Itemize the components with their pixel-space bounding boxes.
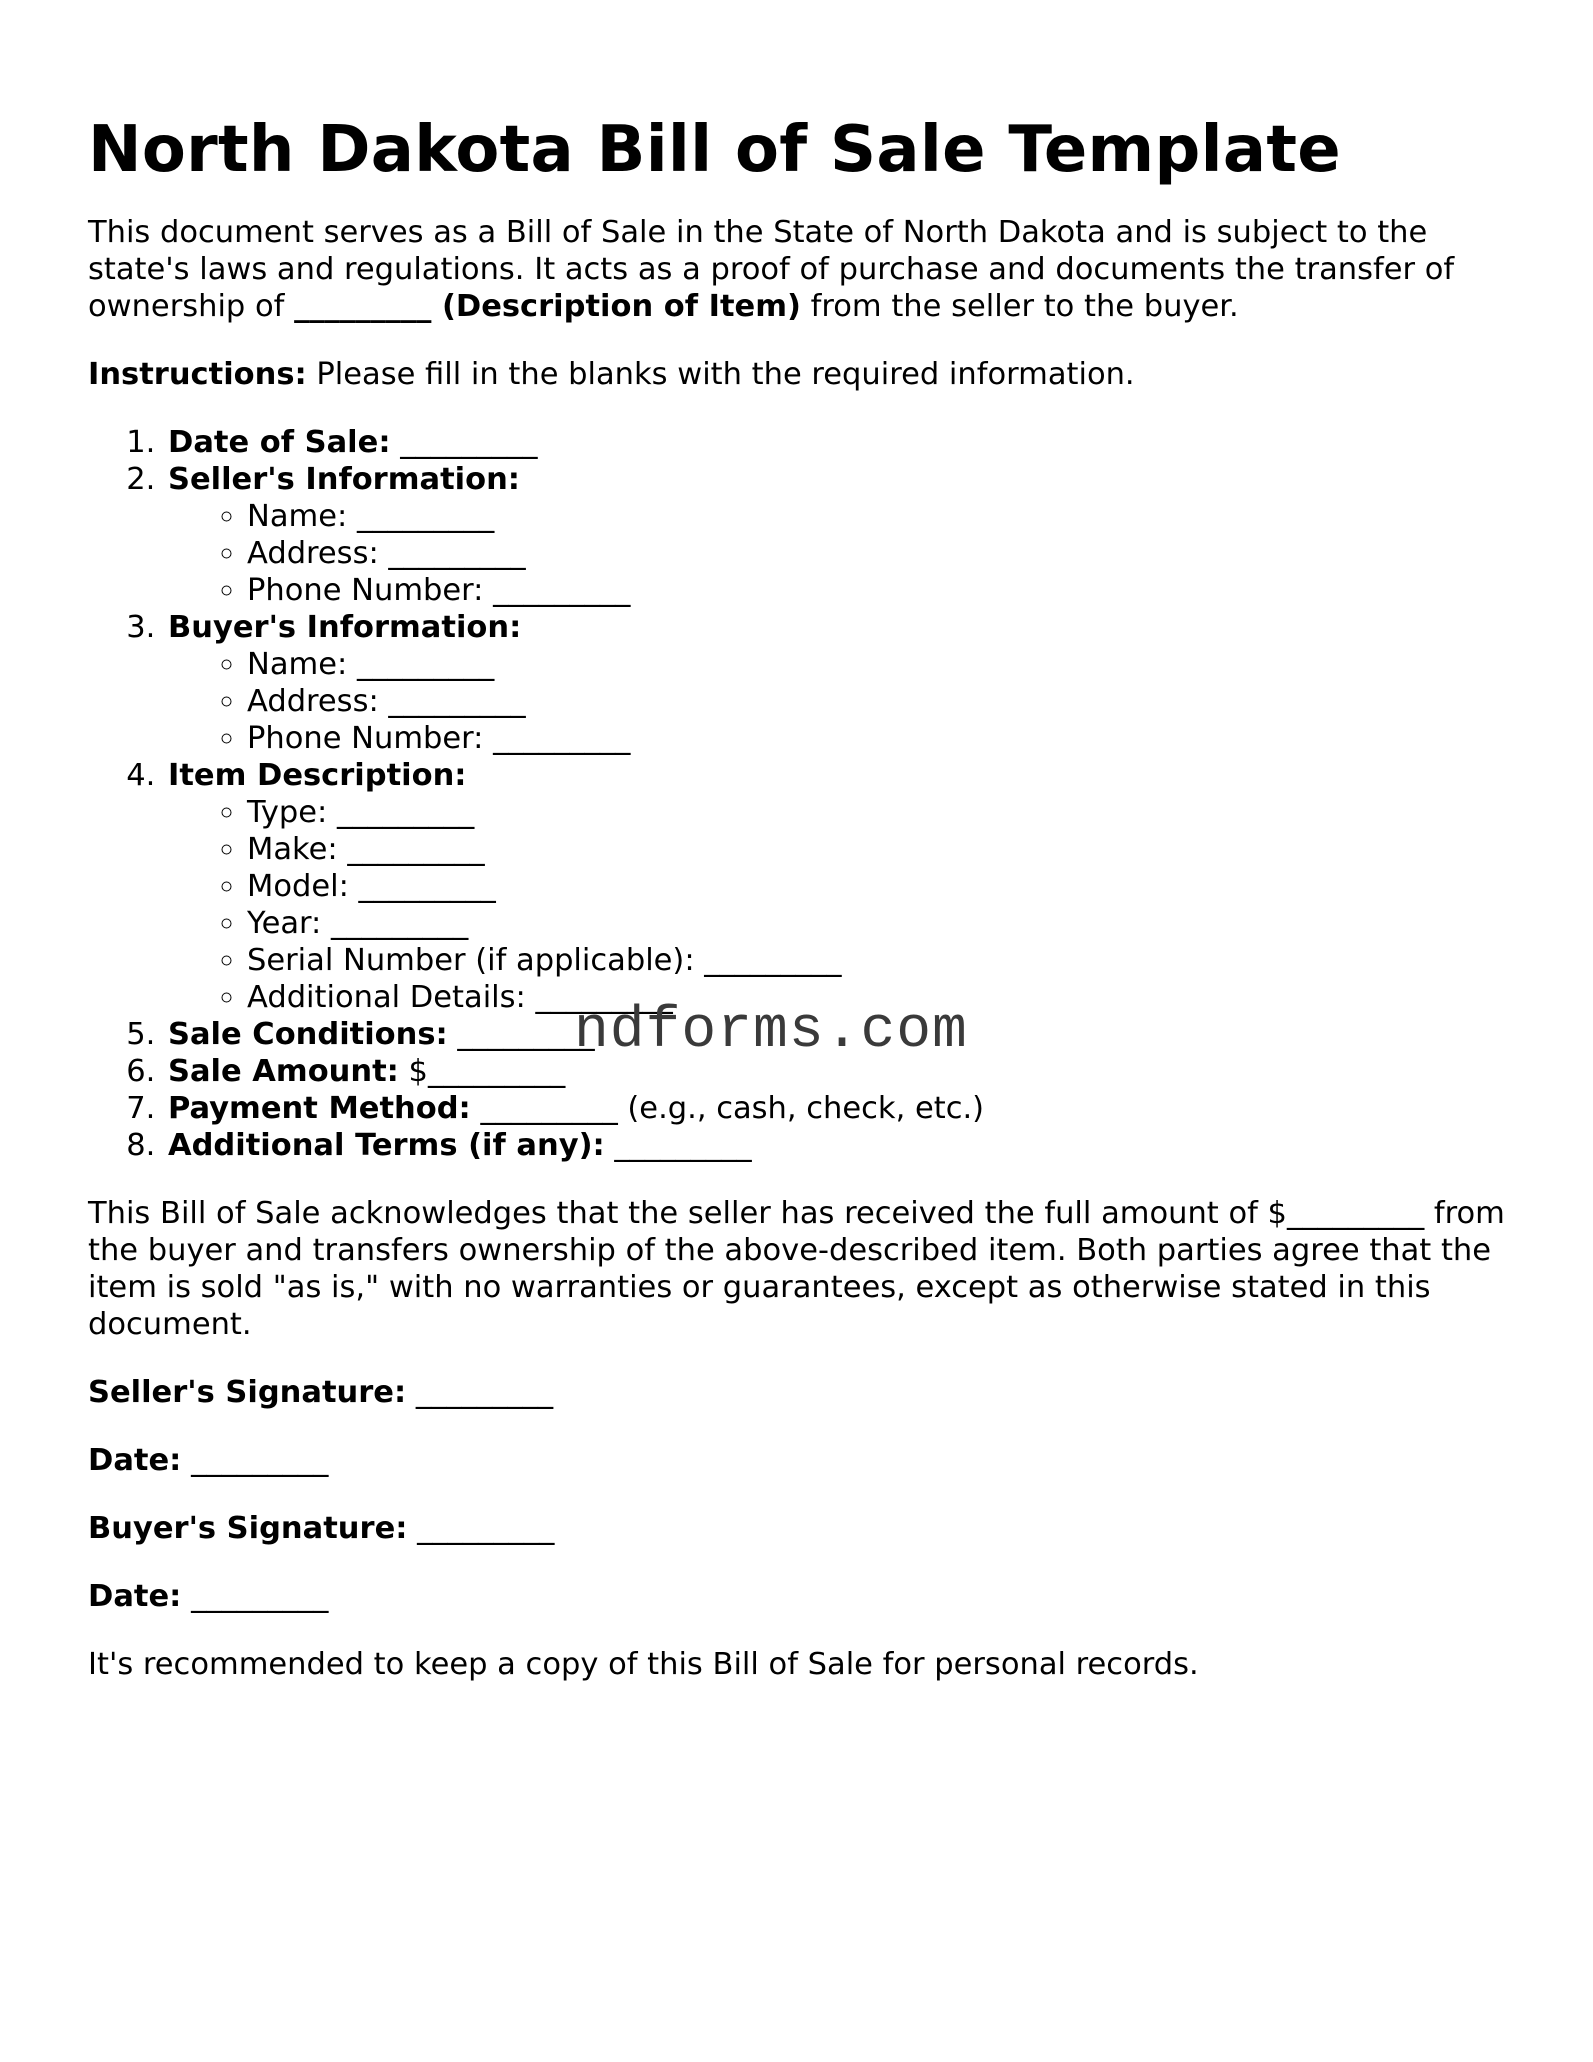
seller-date-line bbox=[88, 1442, 1508, 1479]
item-make: ◦ Make: _________ bbox=[247, 831, 1508, 868]
seller-address: ◦ Address: _________ bbox=[247, 535, 1508, 572]
acknowledgement-paragraph: This Bill of Sale acknowledges that the seller has received the full amount of $_________ from the buyer and transfers ownership of the above-described item. Both parties agree that the item is sold "as is," with no warranties or guarantees, except as otherwise stated in this document. bbox=[88, 1196, 1505, 1342]
list-item-buyer-info bbox=[165, 609, 1508, 757]
list-item-sale-conditions bbox=[165, 1016, 1508, 1053]
item-type: ◦ Type: _________ bbox=[247, 794, 1508, 831]
intro-text: This document serves as a Bill of Sale in the State of North Dakota and is subject to the state's laws and regulations. It acts as a proof of purchase and documents the transfer of ownership of bbox=[88, 215, 1455, 324]
seller-date-label: Date: bbox=[88, 1443, 182, 1478]
seller-info-label: Seller's Information: bbox=[168, 462, 520, 497]
additional-terms-label: Additional Terms (if any): bbox=[168, 1128, 605, 1163]
payment-method-label: Payment Method: bbox=[168, 1091, 471, 1126]
buyer-date-line bbox=[88, 1578, 1508, 1615]
sale-amount-blank: $_________ bbox=[398, 1054, 566, 1089]
item-description-heading: Item Description: bbox=[168, 758, 467, 793]
list-item-seller-info bbox=[165, 461, 1508, 609]
page-title: North Dakota Bill of Sale Template bbox=[88, 113, 1341, 187]
item-description-blank: _________ bbox=[294, 289, 432, 324]
additional-terms-blank: _________ bbox=[604, 1128, 752, 1163]
sale-conditions-label: Sale Conditions: bbox=[168, 1017, 448, 1052]
date-of-sale-blank: _________ bbox=[390, 425, 538, 460]
seller-name: ◦ Name: _________ bbox=[247, 498, 1508, 535]
intro-text-end: from the seller to the buyer. bbox=[800, 289, 1239, 324]
buyer-signature-blank: _________ bbox=[407, 1511, 555, 1546]
buyer-date-label: Date: bbox=[88, 1579, 182, 1614]
item-year: ◦ Year: _________ bbox=[247, 905, 1508, 942]
seller-signature-line bbox=[88, 1374, 1508, 1411]
document-page bbox=[88, 108, 1508, 1683]
date-of-sale-label: Date of Sale: bbox=[168, 425, 391, 460]
list-item-payment-method bbox=[165, 1090, 1508, 1127]
item-additional-details: ◦ Additional Details: _________ bbox=[247, 979, 1508, 1016]
sale-amount-label: Sale Amount: bbox=[168, 1054, 399, 1089]
seller-phone: ◦ Phone Number: _________ bbox=[247, 572, 1508, 609]
instructions-label: Instructions: bbox=[88, 357, 307, 392]
item-description-label: (Description of Item) bbox=[431, 289, 801, 324]
list-item-item-description bbox=[165, 757, 1508, 1016]
buyer-sublist bbox=[168, 646, 1508, 757]
sale-conditions-blank: _________ bbox=[447, 1017, 595, 1052]
seller-signature-blank: _________ bbox=[406, 1375, 554, 1410]
item-description-sublist bbox=[168, 794, 1508, 1016]
buyer-info-label: Buyer's Information: bbox=[168, 610, 522, 645]
item-model: ◦ Model: _________ bbox=[247, 868, 1508, 905]
fields-list bbox=[88, 424, 1508, 1164]
buyer-phone: ◦ Phone Number: _________ bbox=[247, 720, 1508, 757]
item-serial: ◦ Serial Number (if applicable): _________ bbox=[247, 942, 1508, 979]
buyer-signature-line bbox=[88, 1510, 1508, 1547]
instructions-text: Please fill in the blanks with the required information. bbox=[306, 357, 1135, 392]
list-item-date-of-sale bbox=[165, 424, 1508, 461]
list-item-additional-terms bbox=[165, 1127, 1508, 1164]
buyer-name: ◦ Name: _________ bbox=[247, 646, 1508, 683]
closing-note: It's recommended to keep a copy of this Bill of Sale for personal records. bbox=[88, 1647, 1199, 1682]
seller-sublist bbox=[168, 498, 1508, 609]
watermark-text: ndforms.com bbox=[574, 999, 968, 1064]
intro-paragraph bbox=[88, 214, 1508, 325]
instructions-paragraph bbox=[88, 356, 1508, 393]
seller-date-blank: _________ bbox=[181, 1443, 329, 1478]
buyer-signature-label: Buyer's Signature: bbox=[88, 1511, 408, 1546]
list-item-sale-amount bbox=[165, 1053, 1508, 1090]
payment-method-blank: _________ (e.g., cash, check, etc.) bbox=[470, 1091, 985, 1126]
buyer-date-blank: _________ bbox=[181, 1579, 329, 1614]
buyer-address: ◦ Address: _________ bbox=[247, 683, 1508, 720]
seller-signature-label: Seller's Signature: bbox=[88, 1375, 407, 1410]
